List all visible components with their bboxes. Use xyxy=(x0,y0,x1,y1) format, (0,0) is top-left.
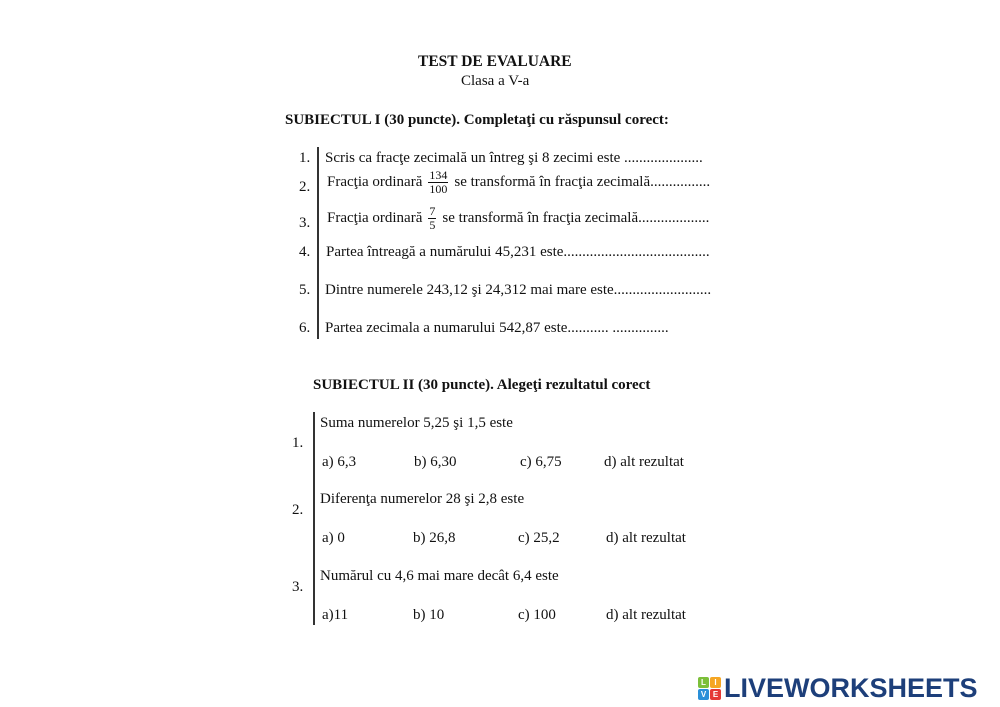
option-b: b) 6,30 xyxy=(414,454,457,470)
option-c: c) 25,2 xyxy=(518,530,560,546)
item-number: 1. xyxy=(292,435,304,451)
liveworksheets-logo xyxy=(698,673,978,704)
item-number: 4. xyxy=(299,244,311,260)
logo-text: LIVEWORKSHEETS xyxy=(724,673,978,703)
item-post: se transformă în fracţia zecimală................ xyxy=(454,173,711,190)
item-text xyxy=(327,169,710,196)
item-number: 5. xyxy=(299,282,311,298)
option-d: d) alt rezultat xyxy=(604,454,684,470)
option-b: b) 26,8 xyxy=(413,530,456,546)
option-c: c) 6,75 xyxy=(520,454,562,470)
section1-divider xyxy=(317,147,319,339)
item-text: Dintre numerele 243,12 şi 24,312 mai mare este.......................... xyxy=(325,282,712,298)
question-text: Numărul cu 4,6 mai mare decât 6,4 este xyxy=(320,568,559,584)
fraction xyxy=(428,205,436,232)
option-a: a) 6,3 xyxy=(322,454,357,470)
item-number: 3. xyxy=(299,215,311,231)
question-text: Suma numerelor 5,25 şi 1,5 este xyxy=(320,415,513,431)
item-text: Partea zecimala a numarului 542,87 este........... ............... xyxy=(325,320,669,336)
question-text: Diferenţa numerelor 28 şi 2,8 este xyxy=(320,491,525,507)
item-number: 2. xyxy=(299,179,311,195)
item-number: 1. xyxy=(299,150,311,166)
fraction-numerator: 134 xyxy=(429,168,448,182)
fraction-denominator: 100 xyxy=(429,182,448,196)
section1-heading: SUBIECTUL I (30 puncte). Completaţi cu răspunsul corect: xyxy=(285,112,669,128)
logo-cube-letter: E xyxy=(710,689,721,700)
test-subtitle: Clasa a V-a xyxy=(461,73,530,89)
option-d: d) alt rezultat xyxy=(606,607,686,623)
item-number: 6. xyxy=(299,320,311,336)
option-c: c) 100 xyxy=(518,607,556,623)
option-b: b) 10 xyxy=(413,607,445,623)
option-a: a)11 xyxy=(322,607,349,623)
logo-cube-letter: L xyxy=(698,677,709,688)
fraction-denominator: 5 xyxy=(429,218,436,232)
logo-cube-letter: V xyxy=(698,689,709,700)
logo-cube-icon xyxy=(698,677,721,700)
option-a: a) 0 xyxy=(322,530,345,546)
fraction xyxy=(428,169,448,196)
logo-cube-letter: I xyxy=(710,677,721,688)
item-post: se transformă în fracţia zecimală................... xyxy=(442,209,710,226)
section2-divider xyxy=(313,412,315,625)
fraction-numerator: 7 xyxy=(429,204,436,218)
item-text: Scris ca fracţe zecimală un întreg şi 8 zecimi este ..................... xyxy=(325,150,703,166)
section2-heading: SUBIECTUL II (30 puncte). Alegeţi rezultatul corect xyxy=(313,377,651,393)
item-text: Partea întreagă a numărului 45,231 este....................................... xyxy=(326,244,710,260)
item-text xyxy=(327,205,709,232)
test-title: TEST DE EVALUARE xyxy=(418,53,572,70)
item-pre: Fracţia ordinară xyxy=(327,209,423,226)
item-number: 3. xyxy=(292,579,304,595)
item-pre: Fracţia ordinară xyxy=(327,173,423,190)
option-d: d) alt rezultat xyxy=(606,530,686,546)
item-number: 2. xyxy=(292,502,304,518)
